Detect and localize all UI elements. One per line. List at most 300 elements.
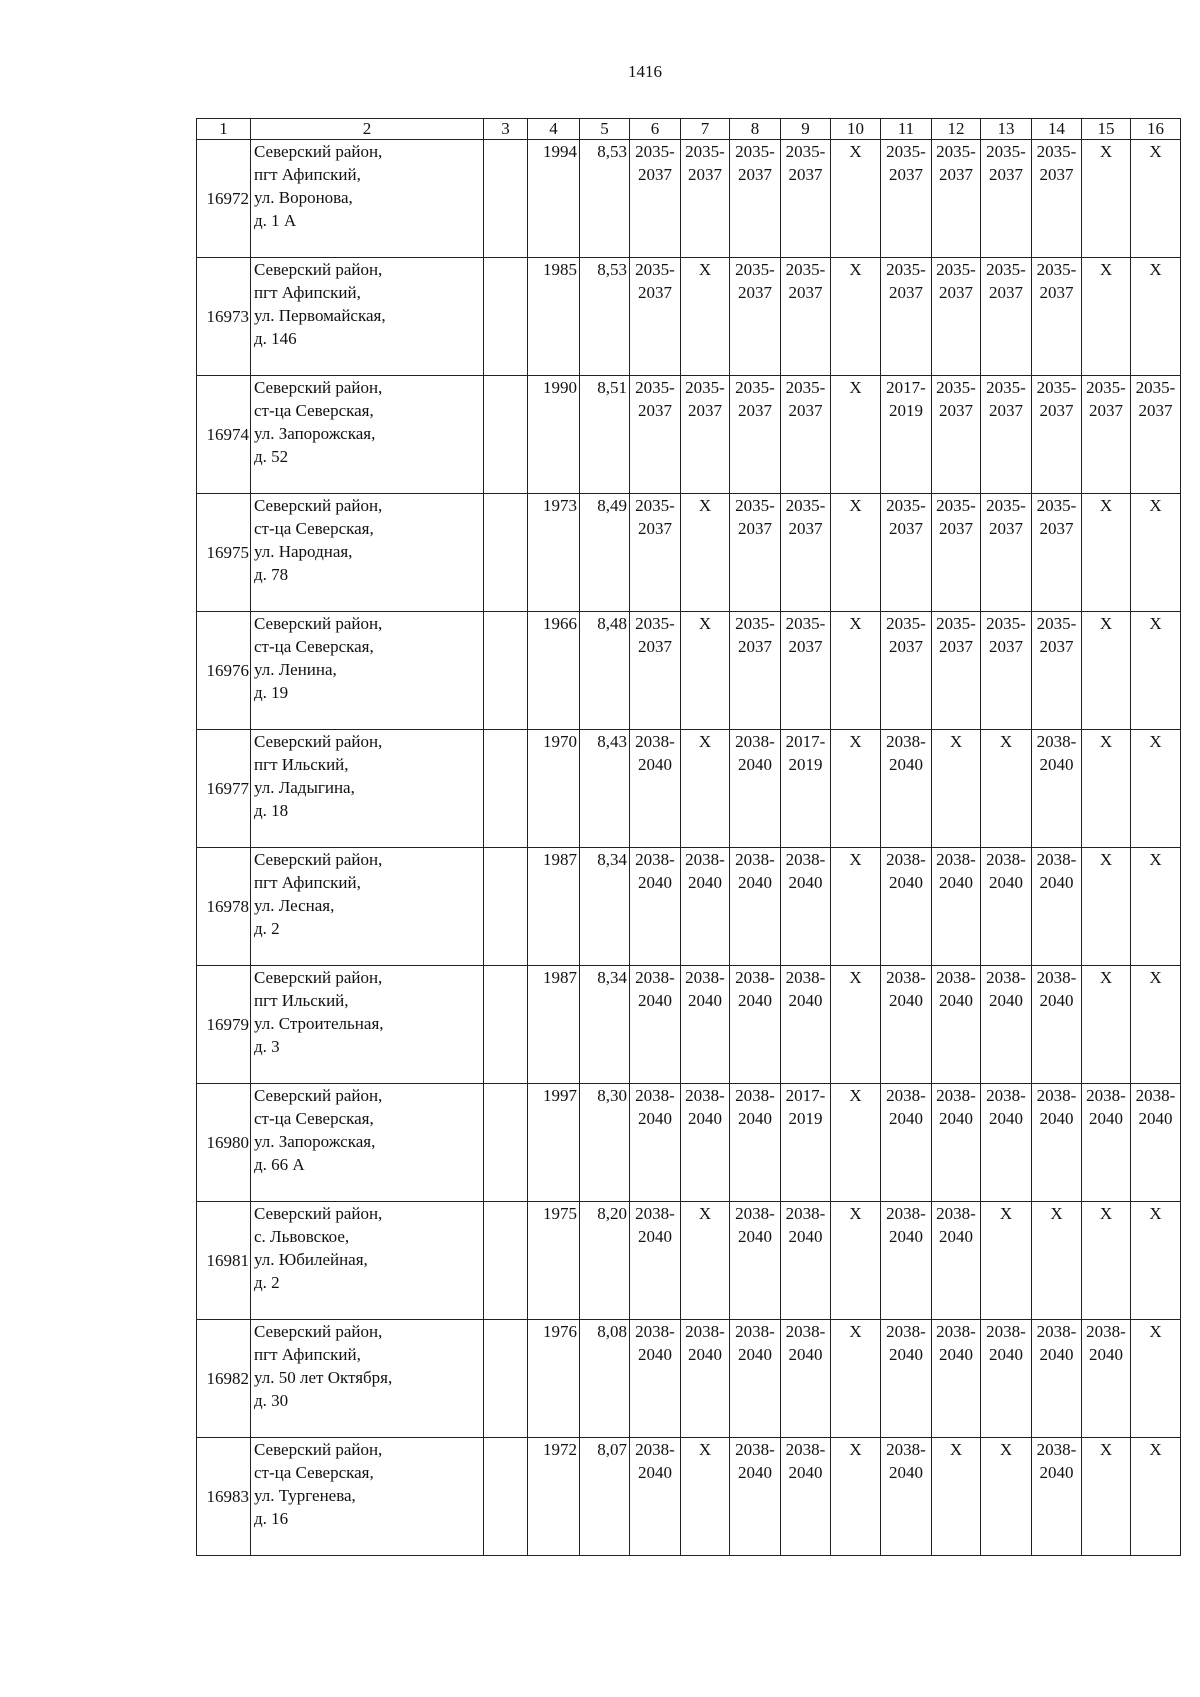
date-range-cell	[932, 1084, 981, 1202]
value-cell: 8,20	[580, 1202, 630, 1320]
not-applicable-cell	[831, 1084, 881, 1202]
date-range-part: 2037	[939, 637, 973, 656]
year-cell: 1990	[528, 376, 580, 494]
date-range-cell	[881, 1084, 932, 1202]
date-range-cell	[881, 1202, 932, 1320]
value-cell: 8,53	[580, 140, 630, 258]
record-id-cell: 16983	[197, 1438, 251, 1556]
date-range-part: 2035-	[1036, 496, 1077, 515]
address-line: ул. Первомайская,	[254, 306, 386, 325]
not-applicable-cell	[681, 612, 730, 730]
not-applicable-cell	[681, 730, 730, 848]
not-applicable-cell	[1131, 1320, 1181, 1438]
date-range-part: 2038-	[936, 1204, 976, 1223]
date-range-part: 2038-	[1036, 1440, 1077, 1459]
x-mark: X	[1099, 968, 1113, 987]
date-range-cell	[630, 966, 681, 1084]
date-range-cell	[630, 1438, 681, 1556]
address-line: Северский район,	[254, 1086, 383, 1105]
date-range-part: 2038-	[936, 850, 976, 869]
col3-cell	[484, 376, 528, 494]
x-mark: X	[999, 1204, 1013, 1223]
col3-cell	[484, 1084, 528, 1202]
not-applicable-cell	[1082, 258, 1131, 376]
record-id-cell: 16976	[197, 612, 251, 730]
date-range-part: 2035-	[735, 260, 775, 279]
address-line: ст-ца Северская,	[254, 401, 374, 420]
x-mark: X	[1099, 1204, 1113, 1223]
date-range-cell	[630, 1202, 681, 1320]
date-range-part: 2038-	[886, 732, 926, 751]
date-range-part: 2038-	[635, 732, 675, 751]
address-line: Северский район,	[254, 142, 383, 161]
date-range-cell	[881, 140, 932, 258]
x-mark: X	[849, 1086, 862, 1105]
value-cell: 8,08	[580, 1320, 630, 1438]
date-range-part: 2038-	[635, 1086, 675, 1105]
date-range-part: 2038-	[886, 1440, 926, 1459]
address-line: ст-ца Северская,	[254, 519, 374, 538]
x-mark: X	[999, 1440, 1013, 1459]
date-range-cell	[981, 848, 1032, 966]
date-range-cell	[781, 376, 831, 494]
date-range-cell	[730, 1202, 781, 1320]
x-mark: X	[1149, 1322, 1162, 1341]
address-line: д. 2	[254, 1273, 280, 1292]
not-applicable-cell	[1131, 1202, 1181, 1320]
date-range-part: 2035-	[735, 142, 775, 161]
x-mark: X	[698, 732, 712, 751]
column-header: 16	[1131, 119, 1181, 140]
date-range-cell	[681, 1084, 730, 1202]
value-cell: 8,49	[580, 494, 630, 612]
date-range-part: 2035-	[936, 142, 976, 161]
address-line: д. 19	[254, 683, 289, 702]
date-range-part: 2035-	[936, 496, 976, 515]
date-range-cell	[1032, 258, 1082, 376]
not-applicable-cell	[681, 1202, 730, 1320]
x-mark: X	[849, 142, 862, 161]
col3-cell	[484, 966, 528, 1084]
date-range-part: 2038-	[1036, 732, 1077, 751]
address-cell	[251, 1084, 484, 1202]
date-range-cell	[781, 1202, 831, 1320]
date-range-part: 2038-	[886, 968, 926, 987]
housing-schedule-table	[196, 118, 1181, 1556]
date-range-part: 2038-	[785, 850, 826, 869]
date-range-cell	[881, 730, 932, 848]
address-cell	[251, 1438, 484, 1556]
table-row	[197, 1438, 1181, 1556]
address-line: д. 30	[254, 1391, 289, 1410]
year-cell: 1997	[528, 1084, 580, 1202]
date-range-part: 2037	[989, 401, 1023, 420]
date-range-part: 2035-	[785, 614, 826, 633]
address-line: Северский район,	[254, 732, 383, 751]
date-range-part: 2040	[638, 1345, 672, 1364]
address-cell	[251, 612, 484, 730]
date-range-part: 2037	[1039, 401, 1074, 420]
not-applicable-cell	[1131, 494, 1181, 612]
address-line: Северский район,	[254, 496, 383, 515]
value-cell: 8,51	[580, 376, 630, 494]
date-range-part: 2040	[939, 991, 973, 1010]
date-range-part: 2038-	[785, 1204, 826, 1223]
table-row	[197, 966, 1181, 1084]
not-applicable-cell	[1131, 730, 1181, 848]
date-range-part: 2038-	[785, 968, 826, 987]
date-range-part: 2037	[638, 519, 672, 538]
date-range-part: 2037	[889, 283, 923, 302]
date-range-cell	[981, 140, 1032, 258]
date-range-cell	[932, 612, 981, 730]
date-range-cell	[630, 730, 681, 848]
date-range-part: 2040	[688, 873, 722, 892]
date-range-part: 2037	[939, 401, 973, 420]
table-row	[197, 848, 1181, 966]
date-range-part: 2035-	[886, 614, 926, 633]
not-applicable-cell	[1082, 730, 1131, 848]
date-range-part: 2035-	[785, 496, 826, 515]
date-range-cell	[1032, 848, 1082, 966]
record-id-cell: 16972	[197, 140, 251, 258]
x-mark: X	[1149, 1440, 1162, 1459]
x-mark: X	[849, 968, 862, 987]
col3-cell	[484, 1438, 528, 1556]
date-range-cell	[1032, 1320, 1082, 1438]
date-range-cell	[932, 966, 981, 1084]
date-range-cell	[881, 376, 932, 494]
date-range-cell	[881, 966, 932, 1084]
x-mark: X	[1149, 260, 1162, 279]
address-cell	[251, 376, 484, 494]
not-applicable-cell	[1131, 258, 1181, 376]
x-mark: X	[849, 1322, 862, 1341]
date-range-part: 2037	[688, 401, 722, 420]
date-range-part: 2038-	[735, 1322, 775, 1341]
year-cell: 1987	[528, 848, 580, 966]
date-range-cell	[681, 848, 730, 966]
date-range-part: 2035-	[1036, 378, 1077, 397]
date-range-part: 2040	[738, 991, 772, 1010]
date-range-cell	[730, 612, 781, 730]
date-range-part: 2038-	[1036, 1322, 1077, 1341]
not-applicable-cell	[932, 730, 981, 848]
date-range-cell	[781, 494, 831, 612]
address-line: д. 146	[254, 329, 297, 348]
date-range-part: 2038-	[685, 968, 725, 987]
date-range-part: 2040	[1039, 991, 1074, 1010]
address-cell	[251, 258, 484, 376]
date-range-part: 2040	[788, 1345, 823, 1364]
column-header: 4	[528, 119, 580, 140]
x-mark: X	[1149, 732, 1162, 751]
x-mark: X	[698, 1204, 712, 1223]
column-header: 1	[197, 119, 251, 140]
record-id-cell: 16979	[197, 966, 251, 1084]
address-line: ул. Воронова,	[254, 188, 353, 207]
date-range-part: 2037	[638, 283, 672, 302]
date-range-part: 2038-	[635, 1440, 675, 1459]
address-cell	[251, 848, 484, 966]
date-range-part: 2040	[1039, 755, 1074, 774]
date-range-cell	[932, 1202, 981, 1320]
date-range-part: 2040	[738, 873, 772, 892]
column-header: 13	[981, 119, 1032, 140]
date-range-part: 2035-	[1135, 378, 1176, 397]
year-cell: 1987	[528, 966, 580, 1084]
date-range-part: 2037	[889, 165, 923, 184]
not-applicable-cell	[831, 494, 881, 612]
date-range-cell	[1082, 1320, 1131, 1438]
date-range-part: 2038-	[685, 850, 725, 869]
date-range-part: 2038-	[886, 850, 926, 869]
address-line: Северский район,	[254, 1204, 383, 1223]
column-header: 3	[484, 119, 528, 140]
date-range-part: 2035-	[986, 614, 1026, 633]
date-range-part: 2037	[1039, 165, 1074, 184]
record-id-cell: 16981	[197, 1202, 251, 1320]
date-range-part: 2038-	[1086, 1322, 1126, 1341]
x-mark: X	[698, 614, 712, 633]
column-header: 7	[681, 119, 730, 140]
date-range-cell	[730, 376, 781, 494]
date-range-cell	[932, 140, 981, 258]
date-range-cell	[681, 140, 730, 258]
date-range-part: 2038-	[735, 1440, 775, 1459]
address-line: пгт Ильский,	[254, 755, 349, 774]
date-range-part: 2038-	[886, 1086, 926, 1105]
column-header: 8	[730, 119, 781, 140]
date-range-part: 2037	[1089, 401, 1123, 420]
address-line: пгт Афипский,	[254, 1345, 361, 1364]
column-header: 2	[251, 119, 484, 140]
date-range-part: 2040	[989, 1345, 1023, 1364]
date-range-cell	[1032, 966, 1082, 1084]
value-cell: 8,34	[580, 966, 630, 1084]
column-header: 14	[1032, 119, 1082, 140]
date-range-part: 2035-	[886, 496, 926, 515]
date-range-part: 2038-	[1036, 850, 1077, 869]
x-mark: X	[698, 496, 712, 515]
date-range-part: 2038-	[785, 1322, 826, 1341]
date-range-part: 2035-	[635, 614, 675, 633]
record-id-cell: 16978	[197, 848, 251, 966]
x-mark: X	[849, 732, 862, 751]
date-range-cell	[781, 140, 831, 258]
date-range-part: 2038-	[986, 968, 1026, 987]
date-range-part: 2019	[788, 755, 823, 774]
not-applicable-cell	[1131, 848, 1181, 966]
col3-cell	[484, 730, 528, 848]
date-range-cell	[932, 1320, 981, 1438]
x-mark: X	[1099, 614, 1113, 633]
date-range-cell	[730, 1320, 781, 1438]
address-line: Северский район,	[254, 614, 383, 633]
year-cell: 1970	[528, 730, 580, 848]
address-line: Северский район,	[254, 968, 383, 987]
not-applicable-cell	[1082, 848, 1131, 966]
col3-cell	[484, 1320, 528, 1438]
col3-cell	[484, 848, 528, 966]
address-cell	[251, 140, 484, 258]
date-range-part: 2037	[638, 165, 672, 184]
record-id-cell: 16980	[197, 1084, 251, 1202]
date-range-cell	[730, 258, 781, 376]
date-range-part: 2035-	[1036, 614, 1077, 633]
table-header-row	[197, 119, 1181, 140]
not-applicable-cell	[1032, 1202, 1082, 1320]
date-range-part: 2037	[788, 165, 823, 184]
value-cell: 8,07	[580, 1438, 630, 1556]
column-header: 5	[580, 119, 630, 140]
date-range-part: 2037	[989, 637, 1023, 656]
date-range-part: 2040	[889, 991, 923, 1010]
not-applicable-cell	[1131, 612, 1181, 730]
date-range-part: 2040	[638, 1463, 672, 1482]
x-mark: X	[849, 378, 862, 397]
not-applicable-cell	[831, 1202, 881, 1320]
date-range-part: 2038-	[936, 1086, 976, 1105]
date-range-part: 2037	[989, 283, 1023, 302]
x-mark: X	[1050, 1204, 1063, 1223]
table-row	[197, 1320, 1181, 1438]
not-applicable-cell	[1082, 140, 1131, 258]
date-range-part: 2040	[688, 1345, 722, 1364]
date-range-part: 2035-	[1036, 260, 1077, 279]
x-mark: X	[1149, 1204, 1162, 1223]
not-applicable-cell	[1082, 1202, 1131, 1320]
address-line: д. 66 А	[254, 1155, 305, 1174]
date-range-cell	[781, 258, 831, 376]
table-row	[197, 730, 1181, 848]
not-applicable-cell	[831, 730, 881, 848]
date-range-cell	[881, 612, 932, 730]
record-id-cell: 16974	[197, 376, 251, 494]
x-mark: X	[1099, 732, 1113, 751]
date-range-cell	[630, 258, 681, 376]
date-range-part: 2038-	[1135, 1086, 1176, 1105]
address-line: Северский район,	[254, 1440, 383, 1459]
not-applicable-cell	[1082, 494, 1131, 612]
address-line: пгт Афипский,	[254, 873, 361, 892]
not-applicable-cell	[681, 1438, 730, 1556]
not-applicable-cell	[1131, 140, 1181, 258]
date-range-part: 2040	[638, 1227, 672, 1246]
date-range-part: 2035-	[685, 378, 725, 397]
date-range-part: 2040	[638, 991, 672, 1010]
date-range-part: 2040	[738, 755, 772, 774]
date-range-part: 2040	[788, 1463, 823, 1482]
x-mark: X	[849, 1440, 862, 1459]
not-applicable-cell	[981, 1438, 1032, 1556]
date-range-part: 2037	[889, 637, 923, 656]
date-range-part: 2040	[889, 873, 923, 892]
date-range-part: 2035-	[785, 142, 826, 161]
date-range-part: 2035-	[936, 378, 976, 397]
record-id-cell: 16973	[197, 258, 251, 376]
date-range-part: 2037	[1039, 637, 1074, 656]
address-line: ул. Ладыгина,	[254, 778, 355, 797]
value-cell: 8,34	[580, 848, 630, 966]
date-range-cell	[932, 848, 981, 966]
date-range-cell	[1032, 494, 1082, 612]
address-line: д. 18	[254, 801, 289, 820]
column-header: 11	[881, 119, 932, 140]
x-mark: X	[849, 614, 862, 633]
address-line: ул. Лесная,	[254, 896, 335, 915]
year-cell: 1966	[528, 612, 580, 730]
value-cell: 8,30	[580, 1084, 630, 1202]
address-line: ул. 50 лет Октября,	[254, 1368, 393, 1387]
address-cell	[251, 730, 484, 848]
date-range-cell	[630, 1084, 681, 1202]
date-range-part: 2037	[889, 519, 923, 538]
record-id-cell: 16982	[197, 1320, 251, 1438]
date-range-part: 2040	[989, 1109, 1023, 1128]
value-cell: 8,43	[580, 730, 630, 848]
address-line: ул. Народная,	[254, 542, 353, 561]
date-range-part: 2037	[989, 519, 1023, 538]
date-range-part: 2040	[1039, 1109, 1074, 1128]
not-applicable-cell	[932, 1438, 981, 1556]
date-range-cell	[981, 966, 1032, 1084]
x-mark: X	[849, 260, 862, 279]
col3-cell	[484, 258, 528, 376]
date-range-part: 2035-	[635, 496, 675, 515]
date-range-part: 2040	[939, 1109, 973, 1128]
date-range-part: 2035-	[635, 378, 675, 397]
date-range-part: 2038-	[785, 1440, 826, 1459]
date-range-cell	[730, 966, 781, 1084]
table-row	[197, 376, 1181, 494]
date-range-cell	[781, 1438, 831, 1556]
date-range-cell	[730, 1438, 781, 1556]
address-line: ст-ца Северская,	[254, 1109, 374, 1128]
address-line: д. 1 А	[254, 211, 297, 230]
date-range-part: 2040	[788, 1227, 823, 1246]
not-applicable-cell	[831, 1438, 881, 1556]
date-range-cell	[981, 1084, 1032, 1202]
not-applicable-cell	[681, 258, 730, 376]
date-range-part: 2037	[738, 637, 772, 656]
date-range-cell	[1082, 376, 1131, 494]
address-line: д. 52	[254, 447, 289, 466]
not-applicable-cell	[981, 730, 1032, 848]
date-range-cell	[1082, 1084, 1131, 1202]
date-range-part: 2035-	[735, 496, 775, 515]
date-range-cell	[781, 966, 831, 1084]
address-line: д. 78	[254, 565, 289, 584]
date-range-part: 2038-	[1086, 1086, 1126, 1105]
date-range-part: 2038-	[735, 1204, 775, 1223]
date-range-part: 2037	[1138, 401, 1173, 420]
date-range-part: 2035-	[986, 378, 1026, 397]
x-mark: X	[849, 496, 862, 515]
date-range-part: 2040	[1089, 1345, 1123, 1364]
col3-cell	[484, 494, 528, 612]
date-range-part: 2037	[738, 165, 772, 184]
not-applicable-cell	[831, 612, 881, 730]
table-row	[197, 612, 1181, 730]
date-range-part: 2037	[1039, 519, 1074, 538]
value-cell: 8,53	[580, 258, 630, 376]
year-cell: 1976	[528, 1320, 580, 1438]
date-range-part: 2038-	[735, 850, 775, 869]
x-mark: X	[1099, 142, 1113, 161]
date-range-cell	[1032, 140, 1082, 258]
date-range-part: 2040	[788, 991, 823, 1010]
